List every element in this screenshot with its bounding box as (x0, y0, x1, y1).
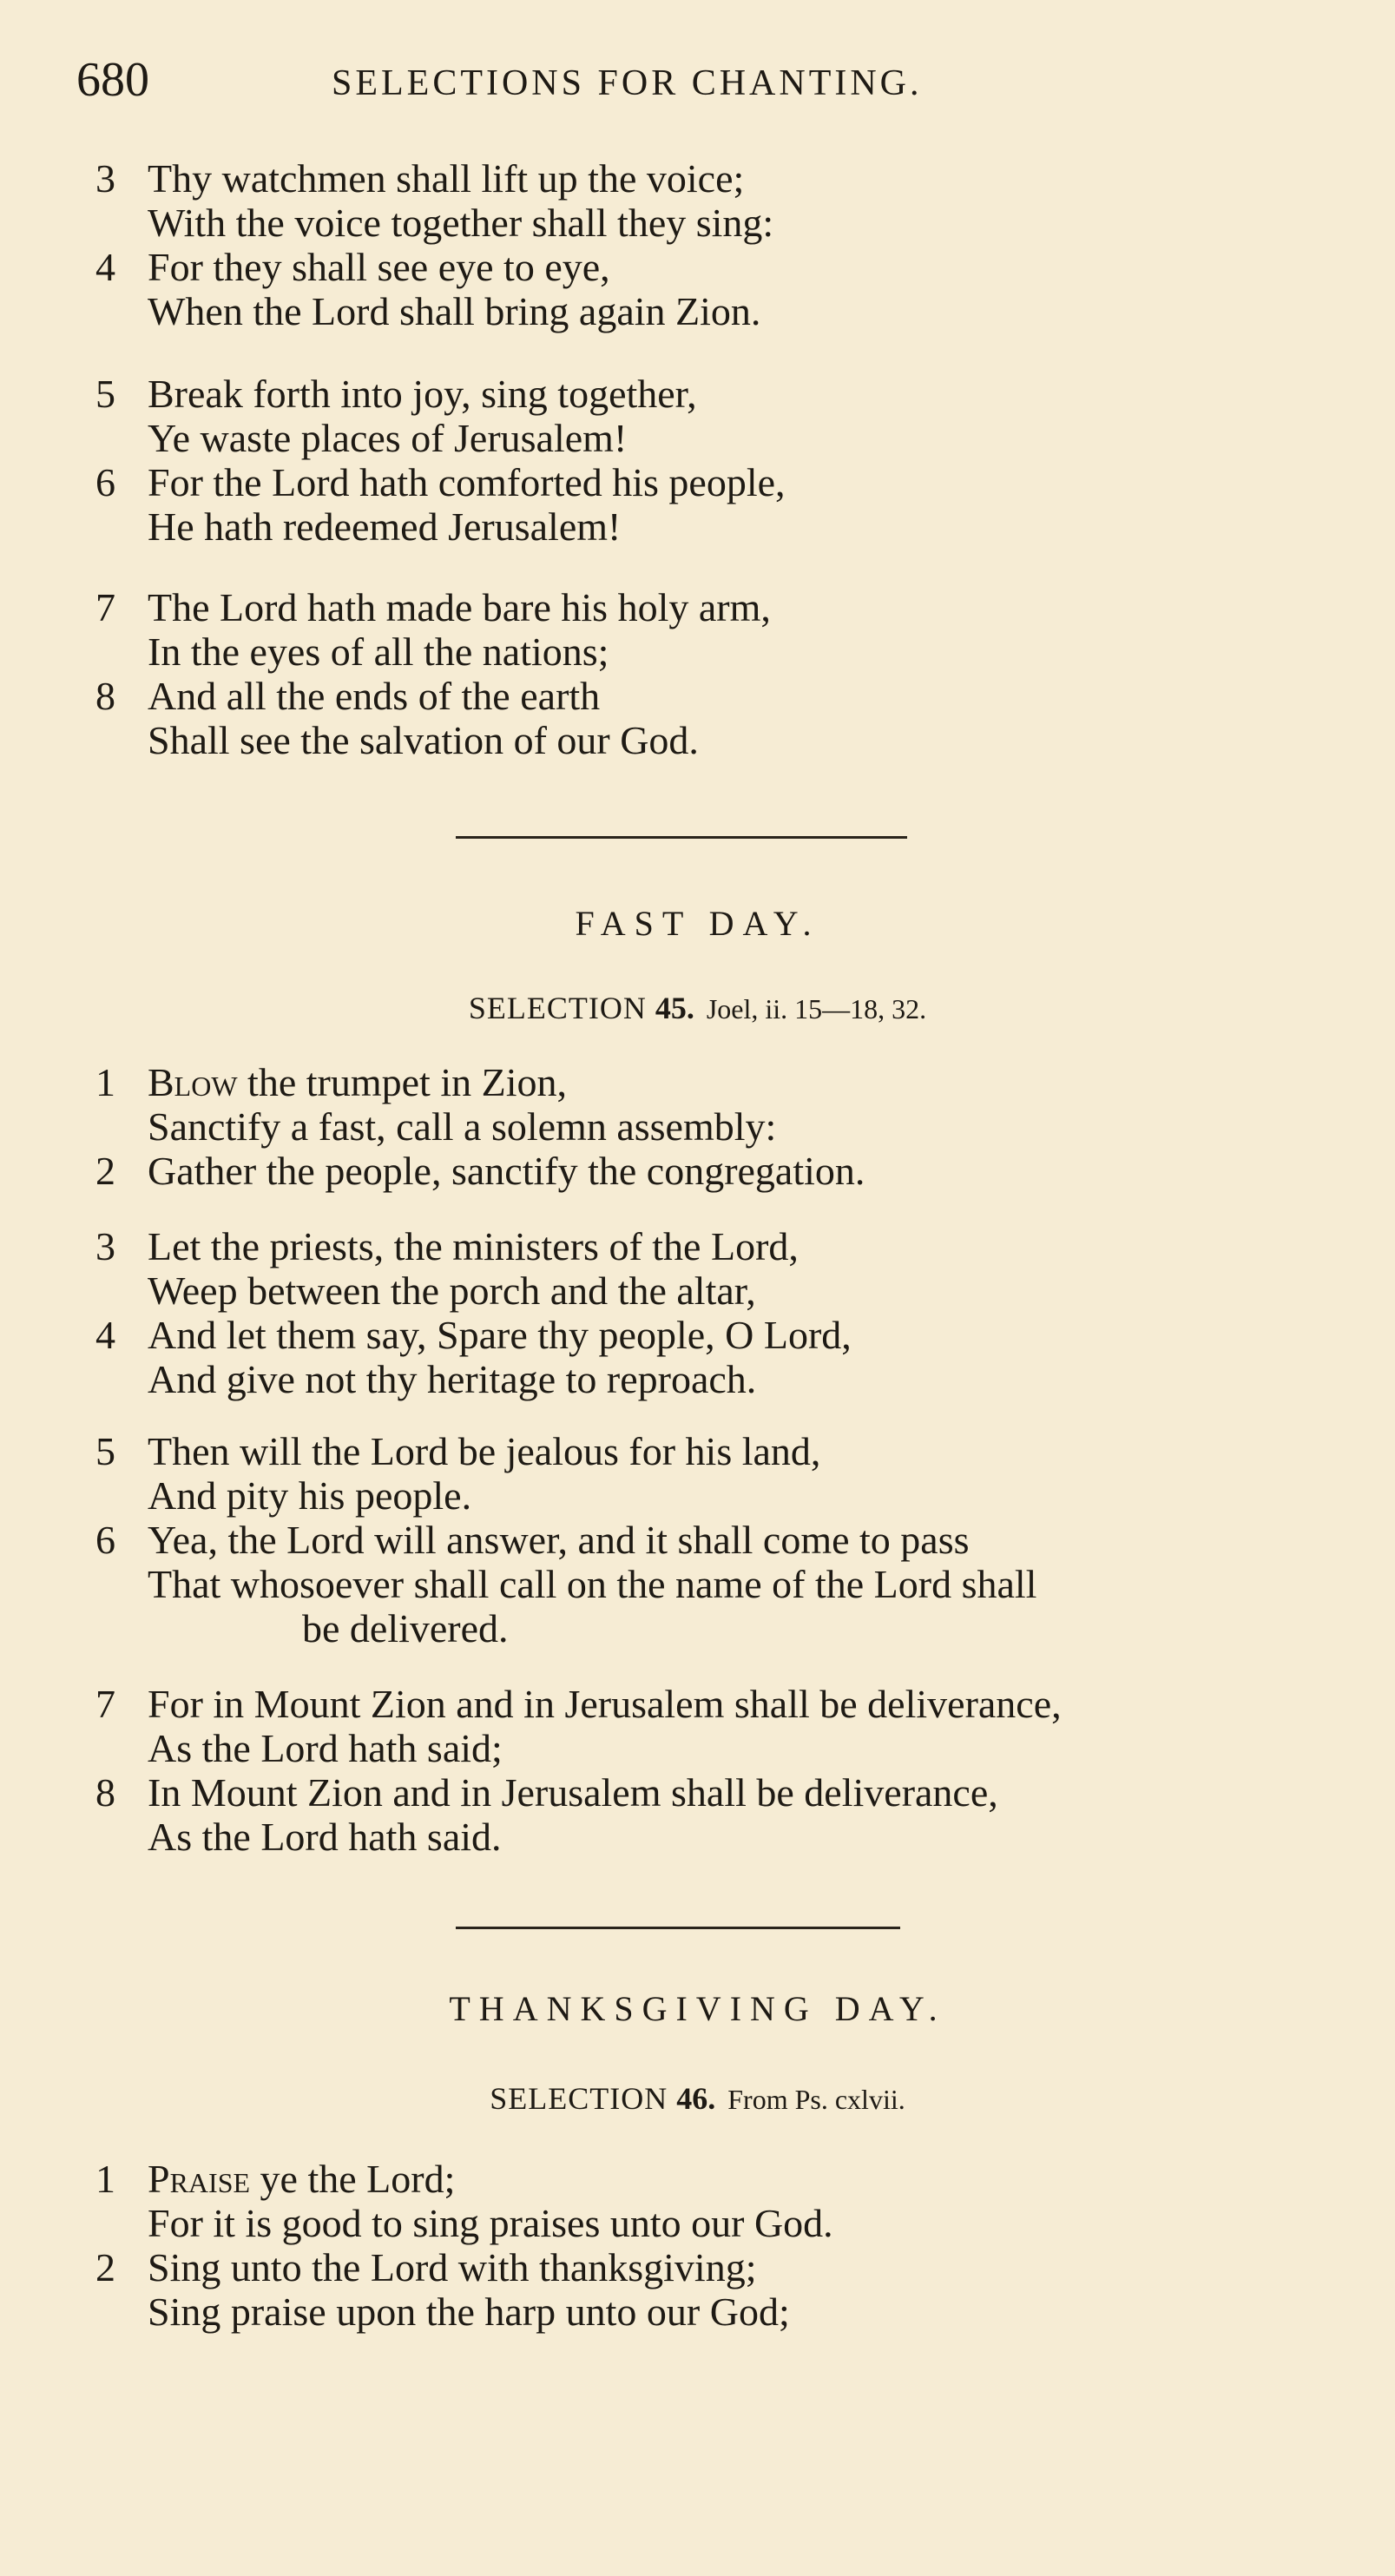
verse-block-2 (95, 372, 1311, 549)
verse-text: Thy watchmen shall lift up the voice; (148, 156, 745, 201)
verse-text: The Lord hath made bare his holy arm, (148, 585, 771, 629)
verse-number: 7 (95, 1682, 115, 1726)
verse-text: Then will the Lord be jealous for his land, (148, 1429, 821, 1473)
verse-text: As the Lord hath said. (148, 1815, 502, 1859)
verse-text: And give not thy heritage to reproach. (148, 1357, 757, 1401)
verse-line (95, 1562, 1311, 1606)
verse-number: 2 (95, 1149, 115, 1193)
verse-text: Weep between the porch and the altar, (148, 1268, 756, 1313)
verse-line (95, 156, 1311, 201)
verse-text: As the Lord hath said; (148, 1726, 503, 1770)
section-title-fast-day: FAST DAY. (575, 904, 820, 943)
verse-line (95, 1060, 1311, 1104)
verse-number: 6 (95, 460, 115, 504)
verse-line (95, 1268, 1311, 1313)
verse-number: 3 (95, 156, 115, 201)
verse-line (95, 718, 1311, 762)
section-title-thanksgiving-day: THANKSGIVING DAY. (449, 1989, 946, 2028)
verse-number: 7 (95, 585, 115, 629)
verse-text: Sing praise upon the harp unto our God; (148, 2289, 790, 2334)
selection-heading (0, 2080, 1395, 2117)
verse-line (95, 289, 1311, 333)
verse-line (95, 1104, 1311, 1149)
verse-number: 5 (95, 1429, 115, 1473)
page-number: 680 (76, 53, 149, 107)
verse-line (95, 1726, 1311, 1770)
verse-text: be delivered. (302, 1606, 509, 1650)
verse-text: When the Lord shall bring again Zion. (148, 289, 761, 333)
verse-line (95, 1518, 1311, 1562)
verse-text: With the voice together shall they sing: (148, 201, 774, 245)
verse-number: 4 (95, 245, 115, 289)
verse-number: 3 (95, 1224, 115, 1268)
verse-line (95, 1770, 1311, 1815)
verse-block-thanksgiving-a (95, 2157, 1311, 2334)
verse-text: And pity his people. (148, 1473, 472, 1518)
verse-line (95, 1313, 1311, 1357)
verse-text: And all the ends of the earth (148, 674, 601, 718)
verse-line (95, 585, 1311, 629)
verse-text: In Mount Zion and in Jerusalem shall be deliverance, (148, 1770, 998, 1815)
page-header (76, 54, 1040, 106)
verse-line (95, 1682, 1311, 1726)
scripture-reference: From Ps. cxlvii. (727, 2084, 905, 2115)
selection-number: 45. (655, 991, 694, 1025)
verse-line (95, 416, 1311, 460)
verse-text: Sanctify a fast, call a solemn assembly: (148, 1104, 777, 1149)
verse-number: 8 (95, 1770, 115, 1815)
verse-block-fast-b (95, 1224, 1311, 1401)
verse-line (95, 201, 1311, 245)
verse-block-fast-c (95, 1429, 1311, 1650)
verse-text: In the eyes of all the nations; (148, 629, 609, 674)
verse-text: Ye waste places of Jerusalem! (148, 416, 628, 460)
verse-text-wrap (148, 2157, 455, 2201)
verse-text: That whosoever shall call on the name of the Lord shall (148, 1562, 1037, 1606)
verse-text: Shall see the salvation of our God. (148, 718, 699, 762)
verse-number: 1 (95, 2157, 115, 2201)
verse-number: 5 (95, 372, 115, 416)
verse-number: 8 (95, 674, 115, 718)
verse-text-wrap (148, 1060, 567, 1104)
verse-block-fast-d (95, 1682, 1311, 1859)
verse-lead-word: Praise (148, 2157, 251, 2201)
verse-block-1 (95, 156, 1311, 333)
verse-line (95, 1149, 1311, 1193)
verse-line (95, 1815, 1311, 1859)
verse-line (95, 2245, 1311, 2289)
verse-text: For they shall see eye to eye, (148, 245, 610, 289)
verse-text: Sing unto the Lord with thanksgiving; (148, 2245, 757, 2289)
selection-label: SELECTION (490, 2081, 668, 2116)
verse-text: the trumpet in Zion, (237, 1060, 567, 1104)
verse-text: For it is good to sing praises unto our God. (148, 2201, 833, 2245)
verse-text: ye the Lord; (250, 2157, 456, 2201)
verse-line (95, 2201, 1311, 2245)
verse-line (95, 2289, 1311, 2334)
verse-line (95, 1224, 1311, 1268)
verse-line (95, 1473, 1311, 1518)
verse-block-3 (95, 585, 1311, 762)
verse-text: For in Mount Zion and in Jerusalem shall be deliverance, (148, 1682, 1062, 1726)
verse-text: For the Lord hath comforted his people, (148, 460, 786, 504)
selection-heading (0, 990, 1395, 1026)
verse-line (95, 372, 1311, 416)
section-divider (456, 836, 907, 839)
selection-label: SELECTION (468, 991, 647, 1025)
verse-line (95, 674, 1311, 718)
running-title: SELECTIONS FOR CHANTING. (332, 63, 923, 103)
verse-number: 4 (95, 1313, 115, 1357)
verse-line (95, 1357, 1311, 1401)
scripture-reference: Joel, ii. 15—18, 32. (706, 993, 927, 1024)
selection-number: 46. (676, 2081, 716, 2116)
verse-line (95, 504, 1311, 549)
verse-line (95, 2157, 1311, 2201)
verse-line (95, 245, 1311, 289)
verse-lead-word: Blow (148, 1060, 238, 1104)
verse-number: 6 (95, 1518, 115, 1562)
verse-text: And let them say, Spare thy people, O Lord, (148, 1313, 852, 1357)
verse-text: He hath redeemed Jerusalem! (148, 504, 622, 549)
verse-line (95, 1429, 1311, 1473)
verse-text: Let the priests, the ministers of the Lord, (148, 1224, 799, 1268)
verse-text: Break forth into joy, sing together, (148, 372, 697, 416)
verse-text: Yea, the Lord will answer, and it shall come to pass (148, 1518, 970, 1562)
verse-line (95, 460, 1311, 504)
verse-number: 2 (95, 2245, 115, 2289)
section-divider (456, 1927, 900, 1929)
verse-text: Gather the people, sanctify the congregation. (148, 1149, 865, 1193)
verse-line (95, 1606, 1311, 1650)
verse-block-fast-a (95, 1060, 1311, 1193)
verse-line (95, 629, 1311, 674)
verse-number: 1 (95, 1060, 115, 1104)
